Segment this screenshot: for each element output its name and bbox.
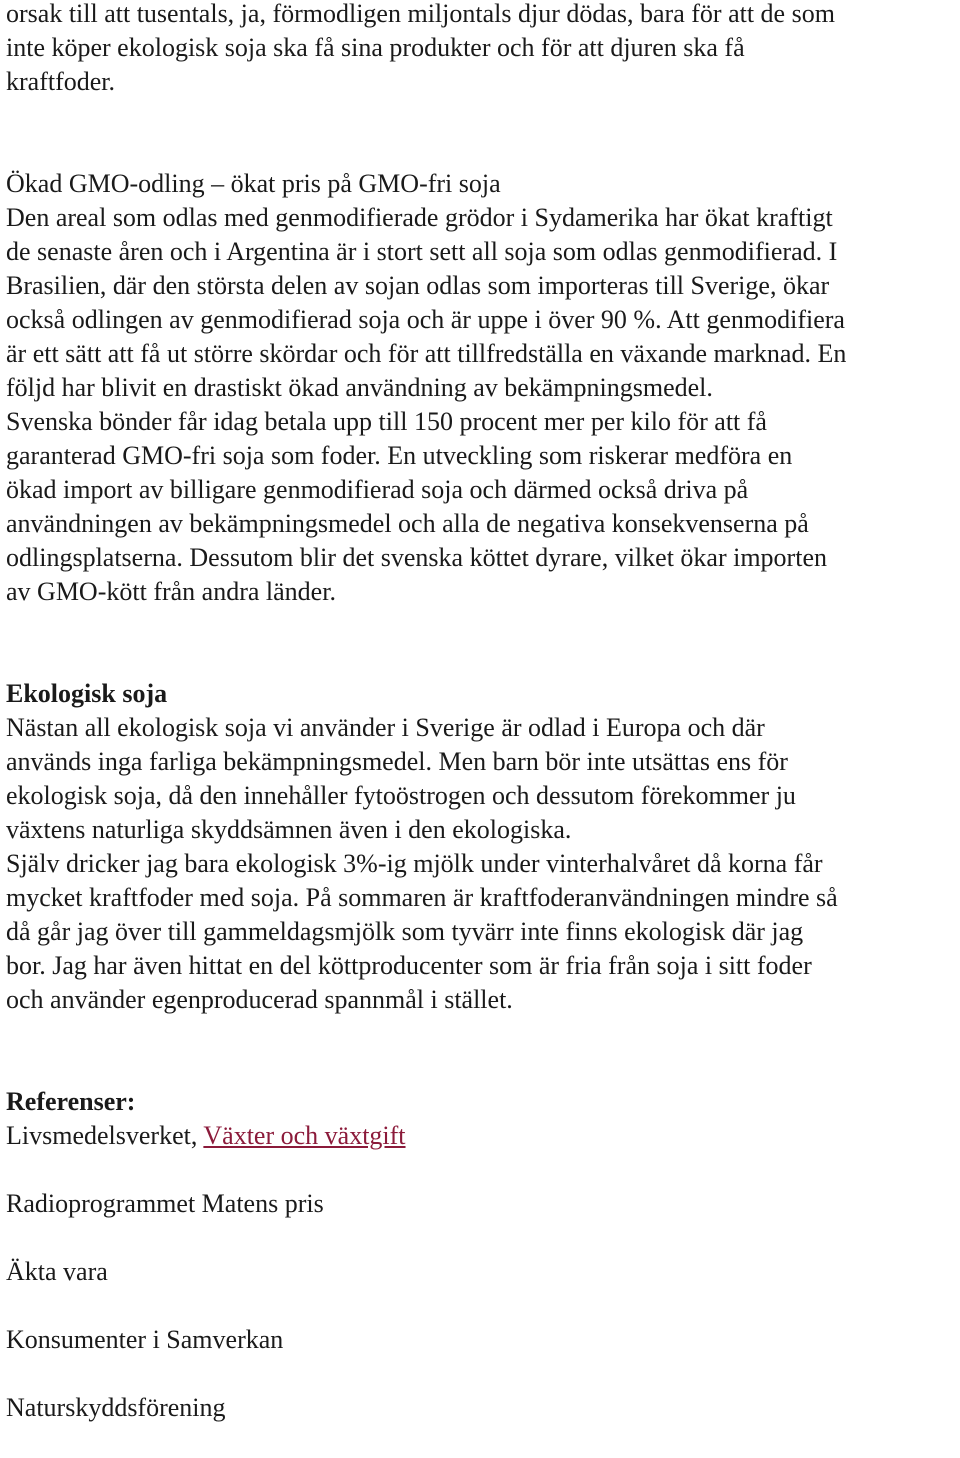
text-line: växtens naturliga skyddsämnen även i den ekologiska. — [6, 815, 572, 844]
text-line: mycket kraftfoder med soja. På sommaren är kraftfoderanvändningen mindre så — [6, 883, 838, 912]
spacer — [6, 1153, 956, 1187]
text-line: orsak till att tusentals, ja, förmodligen miljontals djur dödas, bara för att de som — [6, 0, 835, 28]
text-line: och använder egenproducerad spannmål i stället. — [6, 985, 513, 1014]
text-line: garanterad GMO-fri soja som foder. En utveckling som riskerar medföra en — [6, 441, 793, 470]
text-line: följd har blivit en drastiskt ökad användning av bekämpningsmedel. — [6, 373, 713, 402]
section-ekologisk — [6, 677, 956, 1017]
spacer — [6, 1289, 956, 1323]
spacer — [6, 99, 956, 167]
intro-paragraph — [6, 0, 956, 99]
text-line: Den areal som odlas med genmodifierade grödor i Sydamerika har ökat kraftigt — [6, 203, 833, 232]
reference-item — [6, 1119, 956, 1153]
section-gmo — [6, 167, 956, 609]
reference-item: Radioprogrammet Matens pris — [6, 1189, 324, 1218]
section-heading: Ekologisk soja — [6, 679, 168, 708]
text-line: av GMO-kött från andra länder. — [6, 577, 336, 606]
text-line: Nästan all ekologisk soja vi använder i Sverige är odlad i Europa och där — [6, 713, 765, 742]
reference-item: Äkta vara — [6, 1257, 108, 1286]
spacer — [6, 1357, 956, 1391]
text-line: då går jag över till gammeldagsmjölk som tyvärr inte finns ekologisk där jag — [6, 917, 804, 946]
text-line: ökad import av billigare genmodifierad soja och därmed också driva på — [6, 475, 749, 504]
text-line: är ett sätt att få ut större skördar och för att tillfredställa en växande marknad. En — [6, 339, 847, 368]
text-line: Svenska bönder får idag betala upp till 150 procent mer per kilo för att få — [6, 407, 767, 436]
spacer — [6, 1221, 956, 1255]
text-line: används inga farliga bekämpningsmedel. Men barn bör inte utsättas ens för — [6, 747, 788, 776]
reference-prefix: Livsmedelsverket, — [6, 1121, 204, 1150]
text-line: de senaste åren och i Argentina är i stort sett all soja som odlas genmodifierad. I — [6, 237, 838, 266]
reference-link-vaxter-och-vaxtgift[interactable]: Växter och växtgift — [203, 1121, 406, 1150]
references-section — [6, 1085, 956, 1425]
references-heading: Referenser: — [6, 1087, 136, 1116]
section-heading: Ökad GMO-odling – ökat pris på GMO-fri soja — [6, 169, 501, 198]
text-line: också odlingen av genmodifierad soja och är uppe i över 90 %. Att genmodifiera — [6, 305, 845, 334]
document-page — [6, 0, 956, 1425]
text-line: användningen av bekämpningsmedel och alla de negativa konsekvenserna på — [6, 509, 809, 538]
reference-item: Konsumenter i Samverkan — [6, 1325, 284, 1354]
reference-item: Naturskyddsförening — [6, 1393, 226, 1422]
text-line: bor. Jag har även hittat en del köttproducenter som är fria från soja i sitt foder — [6, 951, 812, 980]
text-line: inte köper ekologisk soja ska få sina produkter och för att djuren ska få — [6, 33, 745, 62]
text-line: Brasilien, där den största delen av sojan odlas som importeras till Sverige, ökar — [6, 271, 830, 300]
text-line: kraftfoder. — [6, 67, 116, 96]
spacer — [6, 1017, 956, 1085]
text-line: odlingsplatserna. Dessutom blir det svenska köttet dyrare, vilket ökar importen — [6, 543, 827, 572]
spacer — [6, 609, 956, 677]
text-line: Själv dricker jag bara ekologisk 3%-ig mjölk under vinterhalvåret då korna får — [6, 849, 823, 878]
text-line: ekologisk soja, då den innehåller fytoöstrogen och dessutom förekommer ju — [6, 781, 796, 810]
